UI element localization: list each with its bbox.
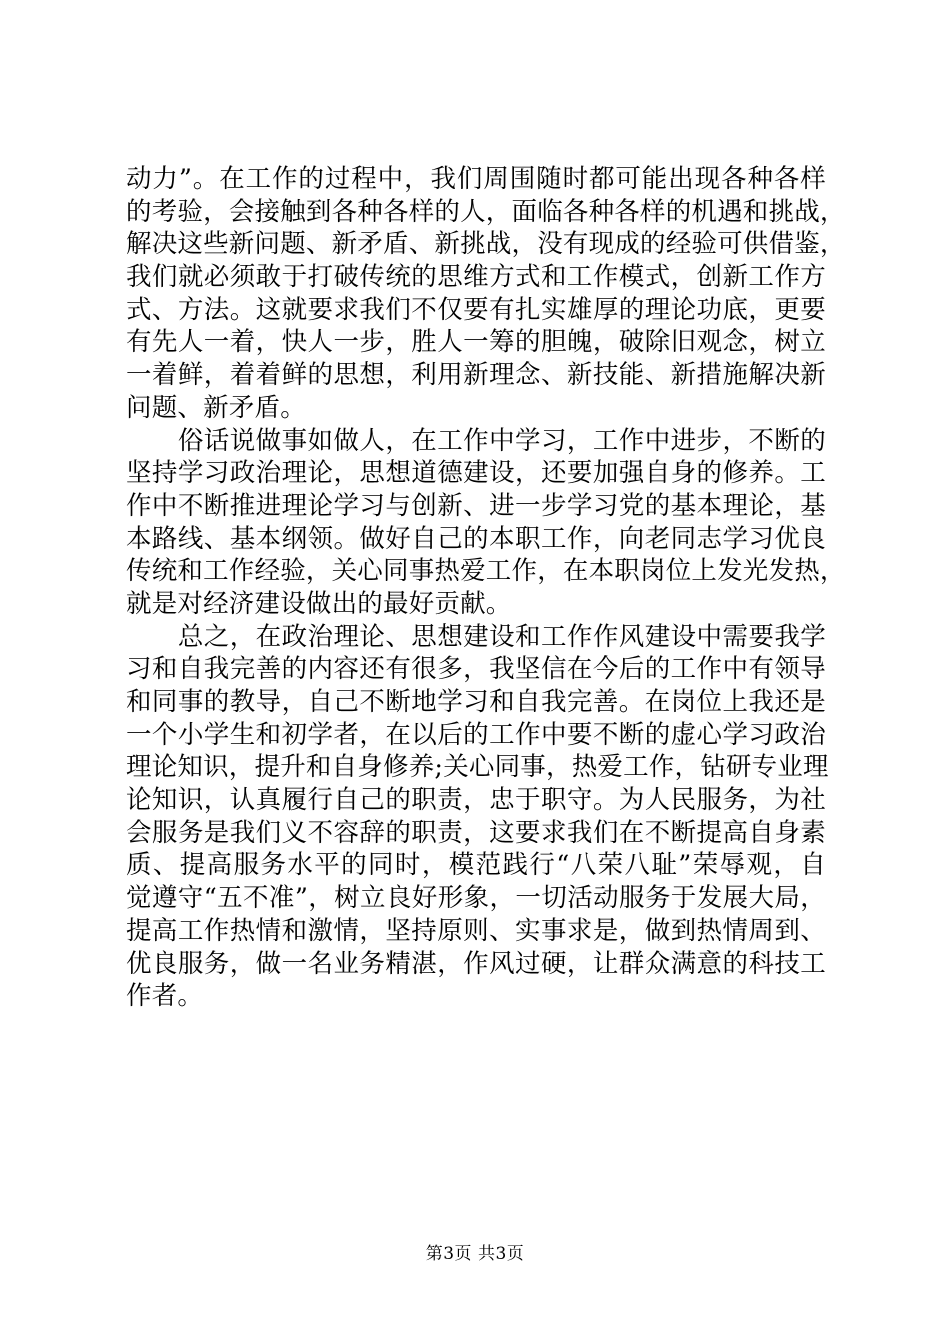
text-line: 就是对经济建设做出的最好贡献。 <box>126 588 512 619</box>
text-line: 和同事的教导，自己不断地学习和自我完善。在岗位上我还是 <box>126 687 826 717</box>
text-line: 一着鲜，着着鲜的思想，利用新理念、新技能、新措施解决新 <box>126 360 826 391</box>
text-line: 坚持学习政治理论，思想道德建设，还要加强自身的修养。工 <box>126 458 826 489</box>
text-line: 解决这些新问题、新矛盾、新挑战，没有现成的经验可供借鉴， <box>126 229 846 260</box>
text-line: 觉遵守“五不准”，树立良好形象，一切活动服务于发展大局， <box>126 883 826 914</box>
text-line: 问题、新矛盾。 <box>126 392 306 423</box>
text-line: 动力”。在工作的过程中，我们周围随时都可能出现各种各样 <box>126 164 826 194</box>
text-line: 论知识，认真履行自己的职责，忠于职守。为人民服务，为社 <box>126 785 826 816</box>
text-line: 作中不断推进理论学习与创新、进一步学习党的基本理论，基 <box>126 490 826 521</box>
text-line: 会服务是我们义不容辞的职责，这要求我们在不断提高自身素 <box>126 817 826 848</box>
text-line: 理论知识，提升和自身修养;关心同事，热爱工作，钻研专业理 <box>126 752 829 783</box>
text-line: 优良服务，做一名业务精湛，作风过硬，让群众满意的科技工 <box>126 948 826 979</box>
text-line: 提高工作热情和激情，坚持原则、实事求是，做到热情周到、 <box>126 915 826 946</box>
text-line: 我们就必须敢于打破传统的思维方式和工作模式，创新工作方 <box>126 262 826 293</box>
text-line: 的考验，会接触到各种各样的人，面临各种各样的机遇和挑战， <box>126 196 846 227</box>
text-line: 习和自我完善的内容还有很多，我坚信在今后的工作中有领导 <box>126 654 826 685</box>
page-number-footer: 第3页 共3页 <box>425 1244 525 1264</box>
text-line: 总之，在政治理论、思想建设和工作作风建设中需要我学 <box>126 621 826 652</box>
text-line: 质、提高服务水平的同时，模范践行“八荣八耻”荣辱观，自 <box>126 850 826 881</box>
document-body <box>126 163 846 1013</box>
text-line: 传统和工作经验，关心同事热爱工作，在本职岗位上发光发热， <box>126 556 846 587</box>
text-line: 式、方法。这就要求我们不仅要有扎实雄厚的理论功底，更要 <box>126 294 826 325</box>
text-line: 一个小学生和初学者，在以后的工作中要不断的虚心学习政治 <box>126 719 826 750</box>
text-line: 有先人一着，快人一步，胜人一筹的胆魄，破除旧观念，树立 <box>126 327 826 358</box>
text-line: 俗话说做事如做人，在工作中学习，工作中进步，不断的 <box>126 425 826 456</box>
text-line: 本路线、基本纲领。做好自己的本职工作，向老同志学习优良 <box>126 523 826 554</box>
text-line: 作者。 <box>126 981 204 1012</box>
